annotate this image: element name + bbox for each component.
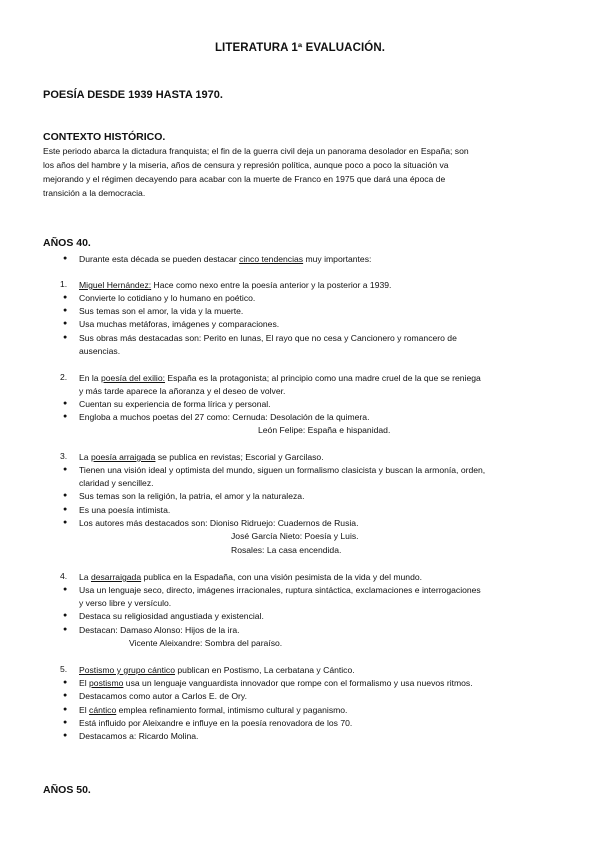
- anos50-heading: AÑOS 50.: [43, 784, 91, 796]
- t3-bullet: Los autores más destacados son: Dioniso Ridruejo: Cuadernos de Rusia.: [79, 518, 359, 528]
- bullet-icon: ●: [63, 506, 68, 513]
- t3-extra: José García Nieto: Poesía y Luis.: [231, 531, 359, 541]
- bullet-icon: ●: [63, 732, 68, 739]
- anos40-intro: Durante esta década se pueden destacar cinco tendencias muy importantes:: [79, 254, 372, 264]
- bullet-icon: ●: [63, 320, 68, 327]
- t1-bullet: Sus temas son el amor, la vida y la muerte.: [79, 306, 244, 316]
- list-number: 4.: [60, 571, 68, 581]
- bullet-icon: ●: [63, 255, 68, 262]
- bullet-icon: ●: [63, 519, 68, 526]
- context-line: Este periodo abarca la dictadura franquista; el fin de la guerra civil deja un panorama desolador en España; son: [43, 146, 469, 156]
- t5-bullet: El cántico emplea refinamiento formal, intimismo cultural y paganismo.: [79, 705, 348, 715]
- context-line: los años del hambre y la miseria, años de censura y represión política, aunque poco a poco la situación va: [43, 160, 449, 170]
- list-number: 2.: [60, 372, 68, 382]
- t1-bullet: Sus obras más destacadas son: Perito en lunas, El rayo que no cesa y Cancionero y romancero de: [79, 333, 457, 343]
- bullet-icon: ●: [63, 679, 68, 686]
- bullet-icon: ●: [63, 334, 68, 341]
- t5-bullet: Está influido por Aleixandre e influye en la poesía renovadora de los 70.: [79, 718, 353, 728]
- list-number: 5.: [60, 664, 68, 674]
- context-line: mejorando y el régimen decayendo para acabar con la muerte de Franco en 1975 que dará una época de: [43, 174, 446, 184]
- t5-bullet: Destacamos como autor a Carlos E. de Ory.: [79, 691, 247, 701]
- bullet-icon: ●: [63, 719, 68, 726]
- t4-bullet: Destacan: Damaso Alonso: Hijos de la ira.: [79, 625, 240, 635]
- bullet-icon: ●: [63, 626, 68, 633]
- t3-bullet: Sus temas son la religión, la patria, el amor y la naturaleza.: [79, 491, 305, 501]
- t3-bullet: Es una poesía intimista.: [79, 505, 171, 515]
- bullet-icon: ●: [63, 400, 68, 407]
- t4-extra: Vicente Aleixandre: Sombra del paraíso.: [129, 638, 283, 648]
- t1-title: Miguel Hernández: Hace como nexo entre la poesía anterior y la posterior a 1939.: [79, 280, 392, 290]
- t5-bullet: Destacamos a: Ricardo Molina.: [79, 731, 199, 741]
- bullet-icon: ●: [63, 612, 68, 619]
- t5-title: Postismo y grupo cántico publican en Postismo, La cerbatana y Cántico.: [79, 665, 355, 675]
- t2-bullet: Cuentan su experiencia de forma lírica y personal.: [79, 399, 271, 409]
- t1-bullet-cont: ausencias.: [79, 346, 121, 356]
- bullet-icon: ●: [63, 706, 68, 713]
- anos40-heading: AÑOS 40.: [43, 237, 91, 249]
- t2-title-cont: y más tarde aparece la añoranza y el deseo de volver.: [79, 386, 286, 396]
- t4-bullet: Usa un lenguaje seco, directo, imágenes irracionales, ruptura sintáctica, exclamaciones e interrogaciones: [79, 585, 481, 595]
- section-title: POESÍA DESDE 1939 HASTA 1970.: [43, 89, 223, 101]
- context-paragraph: [43, 144, 553, 200]
- t1-bullet: Usa muchas metáforas, imágenes y comparaciones.: [79, 319, 280, 329]
- list-number: 3.: [60, 451, 68, 461]
- t5-bullet: El postismo usa un lenguaje vanguardista innovador que rompe con el formalismo y usa nuevos ritmos.: [79, 678, 473, 688]
- bullet-icon: ●: [63, 294, 68, 301]
- t2-extra: León Felipe: España e hispanidad.: [258, 425, 391, 435]
- bullet-icon: ●: [63, 586, 68, 593]
- t4-bullet: Destaca su religiosidad angustiada y existencial.: [79, 611, 264, 621]
- t2-title: En la poesía del exilio: España es la protagonista; al principio como una madre cruel de la que se reniega: [79, 373, 481, 383]
- t3-extra: Rosales: La casa encendida.: [231, 545, 342, 555]
- bullet-icon: ●: [63, 307, 68, 314]
- t3-bullet-cont: claridad y sencillez.: [79, 478, 154, 488]
- bullet-icon: ●: [63, 492, 68, 499]
- bullet-icon: ●: [63, 466, 68, 473]
- t4-title: La desarraigada publica en la Espadaña, con una visión pesimista de la vida y del mundo.: [79, 572, 423, 582]
- t2-bullet: Engloba a muchos poetas del 27 como: Cernuda: Desolación de la quimera.: [79, 412, 370, 422]
- bullet-icon: ●: [63, 692, 68, 699]
- t4-bullet-cont: y verso libre y versículo.: [79, 598, 172, 608]
- t3-bullet: Tienen una visión ideal y optimista del mundo, siguen un formalismo clasicista y buscan la armonía, orden,: [79, 465, 486, 475]
- doc-title: LITERATURA 1ª EVALUACIÓN.: [214, 42, 386, 54]
- context-heading: CONTEXTO HISTÓRICO.: [43, 131, 166, 143]
- list-number: 1.: [60, 279, 68, 289]
- t1-bullet: Convierte lo cotidiano y lo humano en poético.: [79, 293, 256, 303]
- context-line: transición a la democracia.: [43, 188, 146, 198]
- t3-title: La poesía arraigada se publica en revistas; Escorial y Garcilaso.: [79, 452, 324, 462]
- bullet-icon: ●: [63, 413, 68, 420]
